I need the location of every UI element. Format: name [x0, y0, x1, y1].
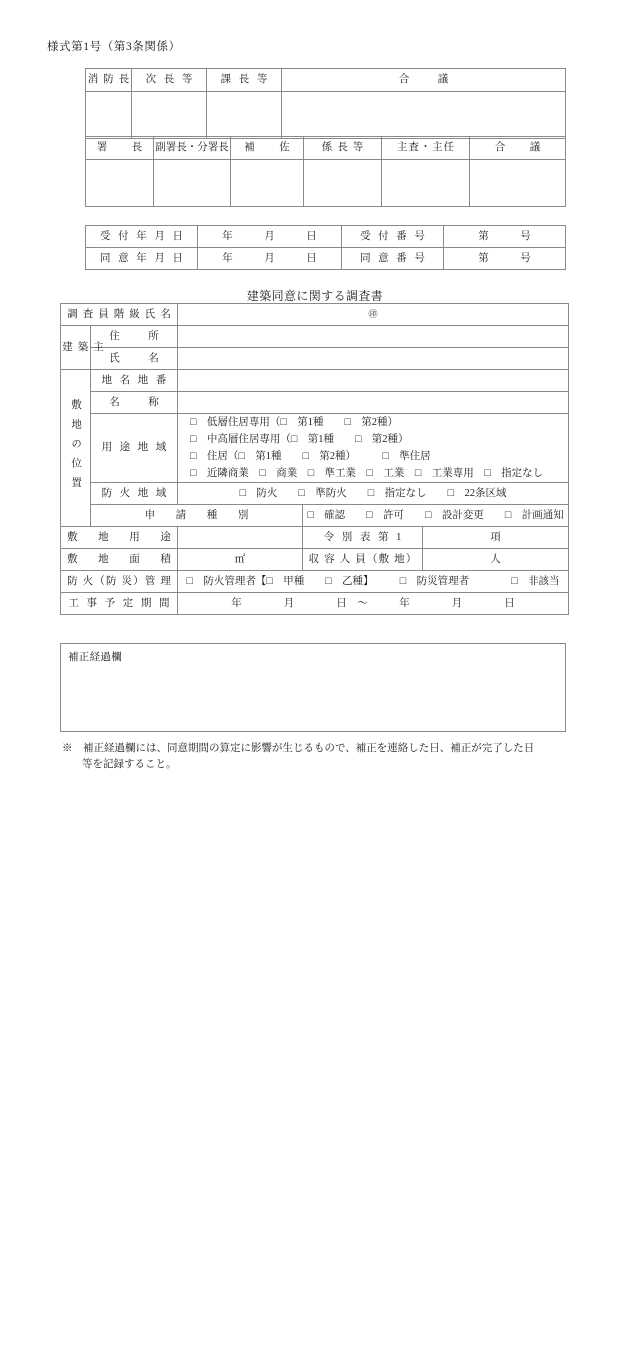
table-row: [86, 92, 566, 139]
builder-name-value[interactable]: [178, 348, 569, 370]
approval-signature-fire-chief[interactable]: [86, 92, 132, 139]
approval-header-consultation-2: 合 議: [470, 137, 566, 160]
page-title: 建築同意に関する調査書: [246, 289, 384, 303]
approval-header-consultation: 合 議: [282, 69, 566, 92]
table-row: [86, 137, 566, 160]
site-use-label: 敷 地 用 途: [61, 527, 178, 549]
approval-signature-section-chief[interactable]: [207, 92, 282, 139]
receipt-table: [85, 225, 566, 270]
construction-period-value[interactable]: 年 月 日 ～ 年 月 日: [178, 593, 569, 615]
approval-header-assistant: 補 佐: [231, 137, 304, 160]
approval-header-group-chief: 係 長 等: [304, 137, 382, 160]
fire-district-options[interactable]: □ 防火 □ 準防火 □ 指定なし □ 22条区域: [178, 483, 569, 505]
table-row: [86, 248, 566, 270]
checkbox-row-low-rise[interactable]: □ 低層住居専用（□ 第1種 □ 第2種）: [190, 417, 399, 428]
approval-header-station-chief: 署 長: [86, 137, 154, 160]
use-district-options: [178, 414, 569, 483]
receipt-number-value[interactable]: 第 号: [444, 226, 566, 248]
approval-signature-deputy-station-chief[interactable]: [154, 160, 231, 207]
approval-signature-station-chief[interactable]: [86, 160, 154, 207]
consent-number-label: 同 意 番 号: [342, 248, 444, 270]
builder-label: 建 築 主: [61, 326, 91, 370]
fire-district-label: 防 火 地 域: [91, 483, 178, 505]
receipt-number-label: 受 付 番 号: [342, 226, 444, 248]
table-row: [61, 326, 569, 348]
approval-signature-assistant[interactable]: [231, 160, 304, 207]
inspector-label: 調 査 員 階 級 氏 名: [61, 304, 178, 326]
fire-manager-options[interactable]: □ 防火管理者【□ 甲種 □ 乙種】 □ 防災管理者 □ 非該当: [178, 571, 569, 593]
consent-date-label: 同 意 年 月 日: [86, 248, 198, 270]
site-use-value[interactable]: [178, 527, 303, 549]
approval-header-deputy-station-chief: 副署長・分署長: [154, 137, 231, 160]
site-area-value[interactable]: ㎡: [178, 549, 303, 571]
footnote: [62, 741, 582, 773]
approval-signature-group-chief[interactable]: [304, 160, 382, 207]
fire-manager-label: 防 火（防 災）管 理: [61, 571, 178, 593]
application-type-label: 申 請 種 別: [91, 505, 303, 527]
table-row: [61, 414, 569, 483]
approval-header-deputy-chief: 次 長 等: [132, 69, 207, 92]
table-row: [61, 348, 569, 370]
table-row: [86, 226, 566, 248]
consent-number-value[interactable]: 第 号: [444, 248, 566, 270]
approval-header-examiner: 主査・主任: [382, 137, 470, 160]
approval-table-bottom: [85, 136, 566, 207]
footnote-line-1: ※ 補正経過欄には、同意期間の算定に影響が生じるもので、補正を連絡した日、補正が完了した日: [62, 743, 535, 754]
checkbox-row-mid-high-rise[interactable]: □ 中高層住居専用（□ 第1種 □ 第2種）: [190, 434, 409, 445]
site-address-value[interactable]: [178, 370, 569, 392]
table-row: [61, 505, 569, 527]
table-row: [61, 593, 569, 615]
approval-signature-consultation[interactable]: [282, 92, 566, 139]
table-row: [86, 160, 566, 207]
approval-header-section-chief: 課 長 等: [207, 69, 282, 92]
approval-header-fire-chief: 消 防 長: [86, 69, 132, 92]
checkbox-row-residential[interactable]: □ 住居（□ 第1種 □ 第2種） □ 準住居: [190, 451, 431, 462]
appendix-value[interactable]: 項: [423, 527, 569, 549]
remarks-label: 補正経過欄: [68, 652, 122, 663]
capacity-value[interactable]: 人: [423, 549, 569, 571]
checkbox-row-commercial-industrial[interactable]: □ 近隣商業 □ 商業 □ 準工業 □ 工業 □ 工業専用 □ 指定なし: [190, 468, 544, 479]
approval-signature-consultation-2[interactable]: [470, 160, 566, 207]
application-type-options[interactable]: □ 確認 □ 許可 □ 設計変更 □ 計画通知: [303, 505, 569, 527]
site-address-label: 地 名 地 番: [91, 370, 178, 392]
table-row: [61, 483, 569, 505]
appendix-label: 令 別 表 第 1: [303, 527, 423, 549]
consent-date-value[interactable]: 年 月 日: [198, 248, 342, 270]
site-name-value[interactable]: [178, 392, 569, 414]
site-name-label: 名 称: [91, 392, 178, 414]
table-row: [61, 549, 569, 571]
table-row: [61, 527, 569, 549]
survey-table: [60, 303, 569, 615]
table-row: [61, 304, 569, 326]
approval-table-top: [85, 68, 566, 139]
builder-address-label: 住 所: [91, 326, 178, 348]
approval-signature-deputy-chief[interactable]: [132, 92, 207, 139]
site-area-label: 敷 地 面 積: [61, 549, 178, 571]
footnote-line-2: 等を記録すること。: [82, 759, 177, 770]
remarks-box[interactable]: [60, 643, 566, 732]
receipt-date-value[interactable]: 年 月 日: [198, 226, 342, 248]
table-row: [61, 571, 569, 593]
receipt-date-label: 受 付 年 月 日: [86, 226, 198, 248]
table-row: [86, 69, 566, 92]
builder-address-value[interactable]: [178, 326, 569, 348]
site-position-label: 敷地の位置: [61, 370, 91, 527]
table-row: [61, 370, 569, 392]
capacity-label: 収 容 人 員（敷 地）: [303, 549, 423, 571]
use-district-label: 用 途 地 域: [91, 414, 178, 483]
inspector-value[interactable]: [178, 304, 569, 326]
builder-name-label: 氏 名: [91, 348, 178, 370]
seal-icon: ㊞: [368, 308, 378, 319]
construction-period-label: 工 事 予 定 期 間: [61, 593, 178, 615]
form-number: 様式第1号（第3条関係）: [47, 41, 181, 53]
approval-signature-examiner[interactable]: [382, 160, 470, 207]
table-row: [61, 392, 569, 414]
